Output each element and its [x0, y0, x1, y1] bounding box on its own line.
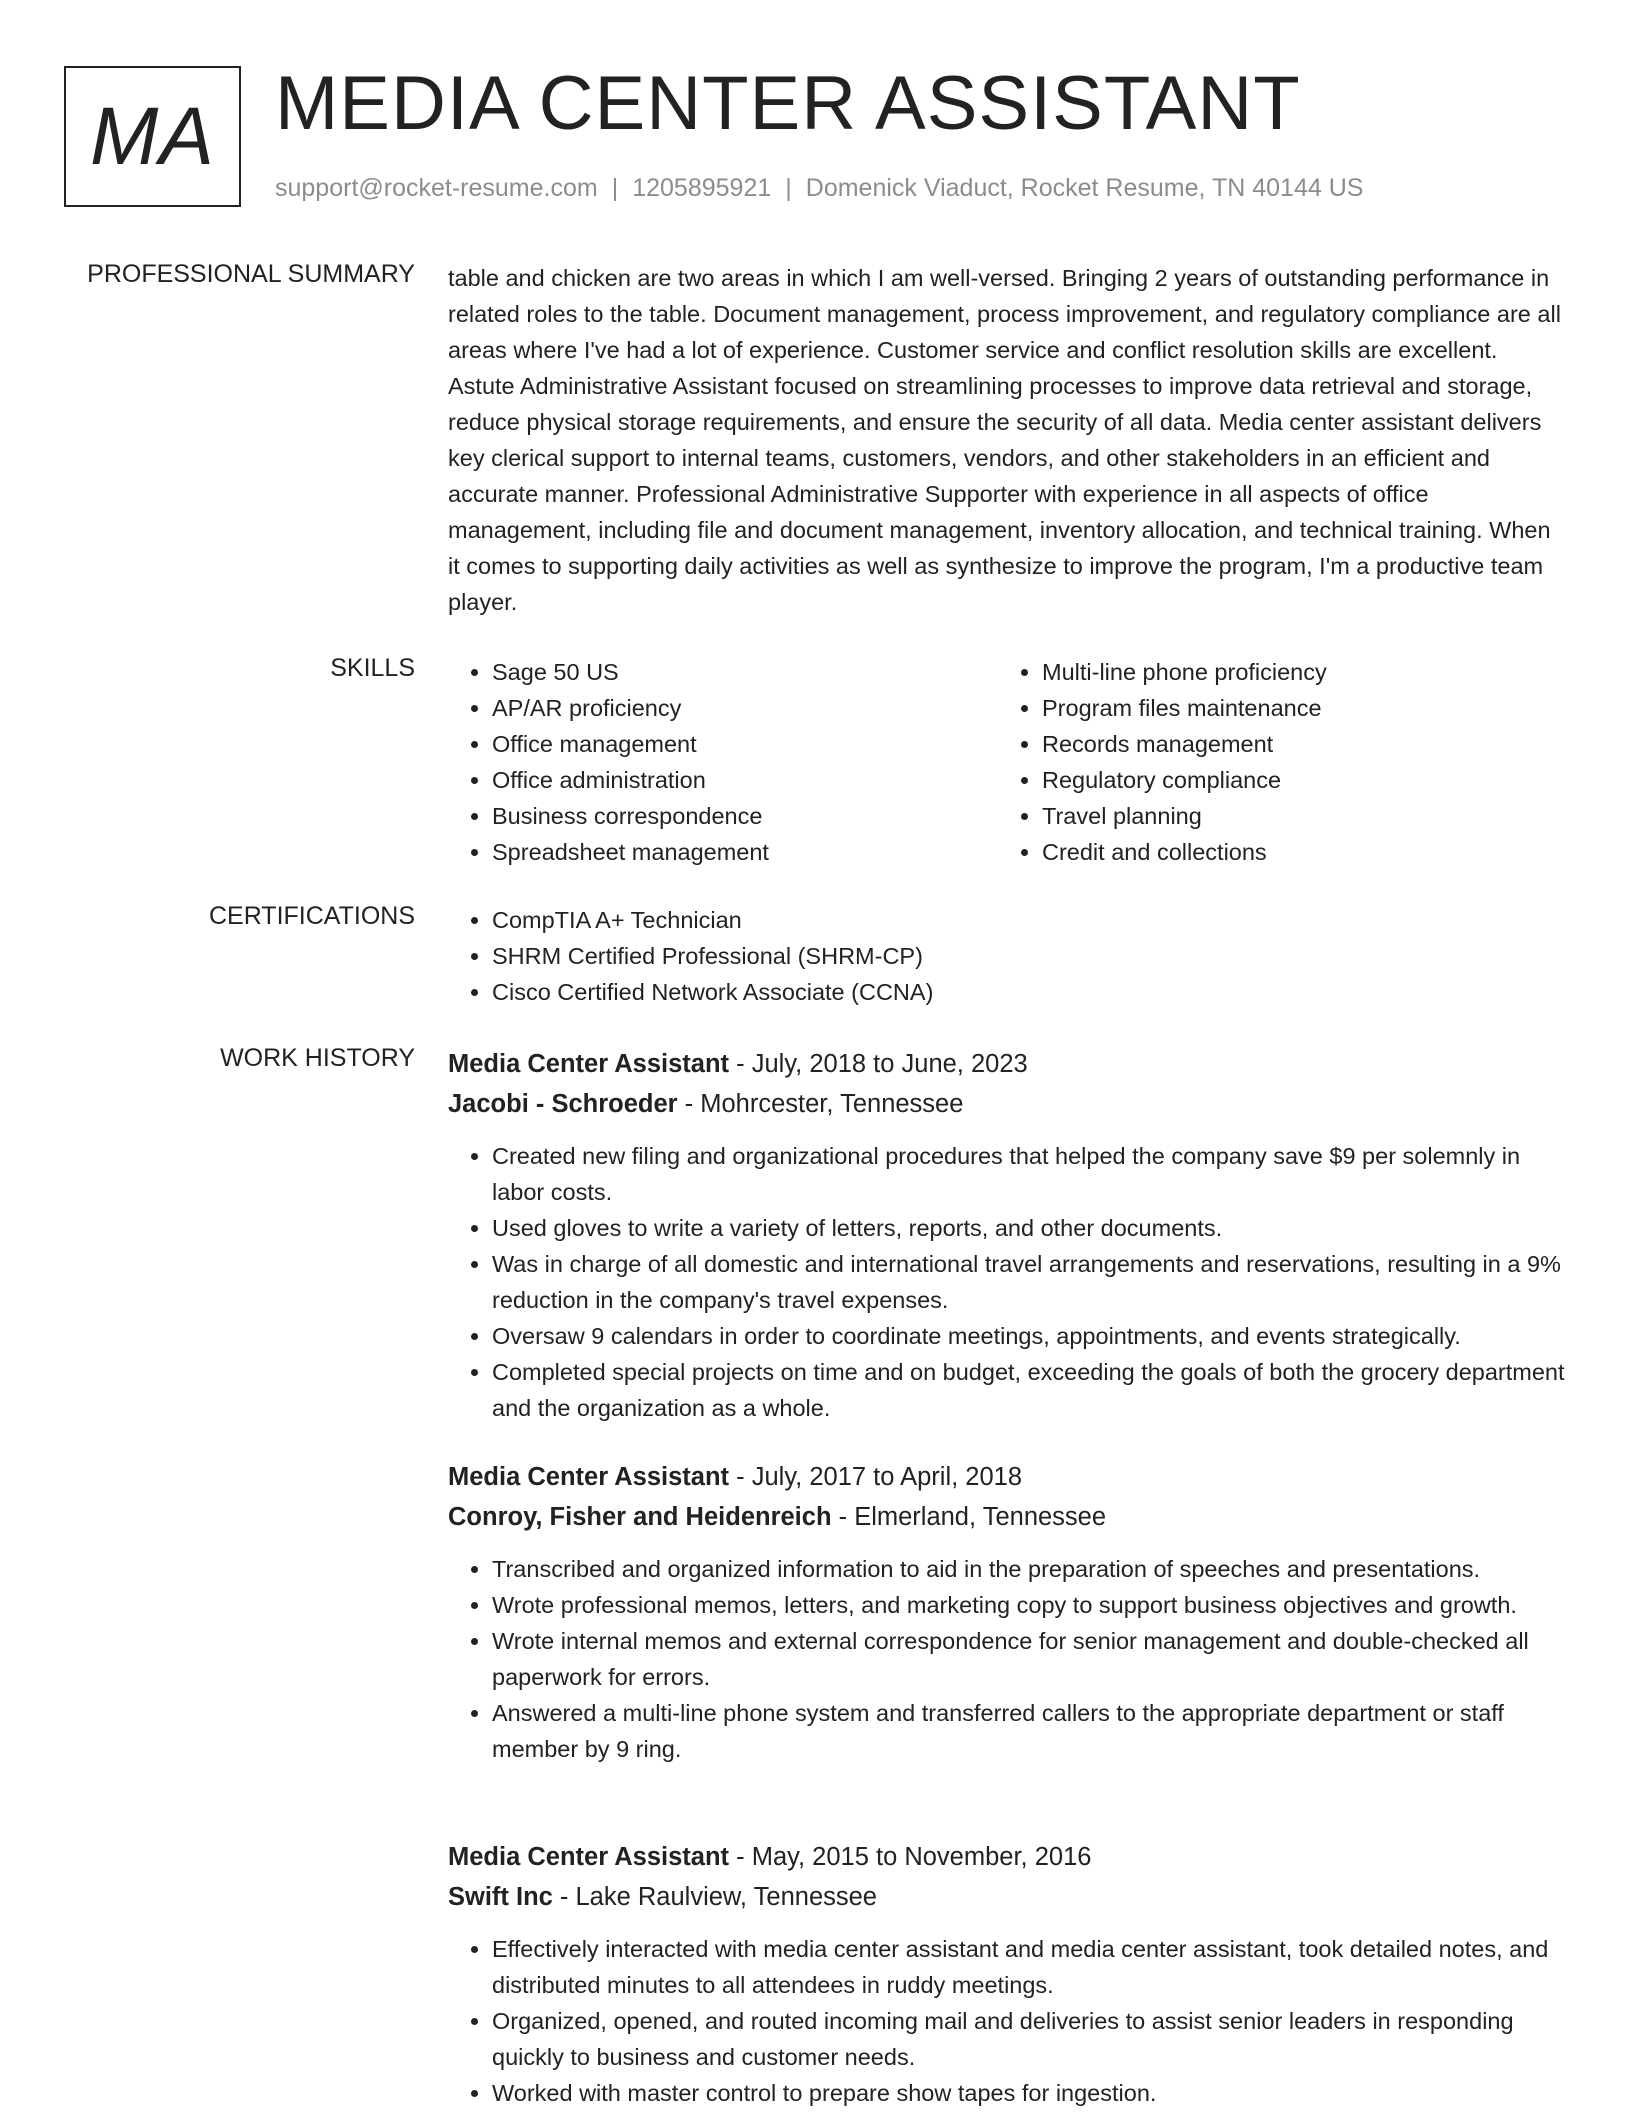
job-bullet: • Wrote internal memos and external correspondence for senior management and double-checked all paperwork for errors. [492, 1623, 1568, 1695]
section-heading-skills: SKILLS [330, 654, 415, 682]
skill-item: • Regulatory compliance [1042, 762, 1538, 798]
job-title-line [448, 1837, 1568, 1877]
skill-item: • Records management [1042, 726, 1538, 762]
job-location: - Mohrcester, Tennessee [677, 1090, 964, 1118]
address-text: Domenick Viaduct, Rocket Resume, TN 40144 US [805, 174, 1364, 202]
job-bullet: • Worked with master control to prepare show tapes for ingestion. [492, 2075, 1568, 2111]
job-bullet: • Effectively interacted with media center assistant and media center assistant, took detailed notes, and distributed minutes to all attendees in ruddy meetings. [492, 1931, 1568, 2003]
job-company-line [448, 1084, 1568, 1124]
job-title: Media Center Assistant [448, 1463, 730, 1491]
job-entry [448, 1457, 1568, 1767]
job-location: - Elmerland, Tennessee [831, 1503, 1107, 1531]
section-heading-certifications: CERTIFICATIONS [208, 902, 415, 930]
certification-item: • SHRM Certified Professional (SHRM-CP) [492, 938, 1568, 974]
job-title-line [448, 1457, 1568, 1497]
job-bullets [448, 1138, 1568, 1426]
skill-item: • Business correspondence [492, 798, 988, 834]
initials-monogram: MA [64, 66, 241, 207]
skills-list-right [998, 654, 1538, 870]
skill-item: • Office administration [492, 762, 988, 798]
certification-item: • Cisco Certified Network Associate (CCNA) [492, 974, 1568, 1010]
job-company: Jacobi - Schroeder [448, 1090, 678, 1118]
skill-item: • AP/AR proficiency [492, 690, 988, 726]
job-title: Media Center Assistant [448, 1843, 730, 1871]
phone-text: 1205895921 [632, 174, 772, 202]
skill-item: • Spreadsheet management [492, 834, 988, 870]
job-bullet: • Transcribed and organized information to aid in the preparation of speeches and presentations. [492, 1551, 1568, 1587]
job-bullet: • Completed special projects on time and on budget, exceeding the goals of both the grocery department and the organization as a whole. [492, 1354, 1568, 1426]
skill-item: • Multi-line phone proficiency [1042, 654, 1538, 690]
skills-column-right [998, 654, 1538, 870]
job-company-line [448, 1877, 1568, 1917]
skills-column-left [448, 654, 988, 870]
job-bullet: • Answered a multi-line phone system and transferred callers to the appropriate department or staff member by 9 ring. [492, 1695, 1568, 1767]
job-company-line [448, 1497, 1568, 1537]
summary-text: table and chicken are two areas in which I am well-versed. Bringing 2 years of outstanding performance in related roles to the table. Document management, process improvement, and regulatory compliance are all areas where I've had a lot of experience. Customer service and conflict resolution skills are excellent. Astute Administrative Assistant focused on streamlining processes to improve data retrieval and storage, reduce physical storage requirements, and ensure the security of all data. Media center assistant delivers key clerical support to internal teams, customers, vendors, and other stakeholders in an efficient and accurate manner. Professional Administrative Supporter with experience in all aspects of office management, including file and document management, inventory allocation, and technical training. When it comes to supporting daily activities as well as synthesize to improve the program, I'm a productive team player. [448, 265, 1561, 615]
certifications-body [448, 902, 1568, 1010]
job-bullet: • Created new filing and organizational procedures that helped the company save $9 per solemnly in labor costs. [492, 1138, 1568, 1210]
job-entry [448, 1044, 1568, 1426]
skill-item: • Office management [492, 726, 988, 762]
job-title-line [448, 1044, 1568, 1084]
job-dates: - July, 2017 to April, 2018 [729, 1463, 1023, 1491]
certifications-list [448, 902, 1568, 1010]
job-bullets [448, 1931, 1568, 2111]
email-text: support@rocket-resume.com [275, 174, 598, 202]
job-dates: - July, 2018 to June, 2023 [729, 1050, 1028, 1078]
contact-separator: | [785, 174, 792, 202]
certification-item: • CompTIA A+ Technician [492, 902, 1568, 938]
section-heading-summary: PROFESSIONAL SUMMARY [87, 260, 415, 288]
skill-item: • Program files maintenance [1042, 690, 1538, 726]
job-bullet: • Oversaw 9 calendars in order to coordinate meetings, appointments, and events strategically. [492, 1318, 1568, 1354]
skill-item: • Travel planning [1042, 798, 1538, 834]
skill-item: • Credit and collections [1042, 834, 1538, 870]
resume-title: MEDIA CENTER ASSISTANT [275, 61, 1301, 146]
skills-list-left [448, 654, 988, 870]
job-entry [448, 1837, 1568, 2111]
job-bullet: • Was in charge of all domestic and international travel arrangements and reservations, resulting in a 9% reduction in the company's travel expenses. [492, 1246, 1568, 1318]
job-dates: - May, 2015 to November, 2016 [729, 1843, 1092, 1871]
job-location: - Lake Raulview, Tennessee [552, 1883, 877, 1911]
work-history-body [448, 1044, 1568, 2104]
job-bullet: • Wrote professional memos, letters, and marketing copy to support business objectives and growth. [492, 1587, 1568, 1623]
job-bullets [448, 1551, 1568, 1767]
section-heading-work-history: WORK HISTORY [220, 1044, 415, 1072]
contact-separator: | [611, 174, 619, 202]
skills-body [448, 654, 1568, 870]
skill-item: • Sage 50 US [492, 654, 988, 690]
job-title: Media Center Assistant [448, 1050, 730, 1078]
contact-info [275, 174, 1363, 203]
job-company: Conroy, Fisher and Heidenreich [448, 1503, 832, 1531]
summary-body [448, 260, 1568, 620]
job-company: Swift Inc [448, 1883, 553, 1911]
resume-header [64, 61, 1564, 211]
job-bullet: • Used gloves to write a variety of letters, reports, and other documents. [492, 1210, 1568, 1246]
job-bullet: • Organized, opened, and routed incoming mail and deliveries to assist senior leaders in responding quickly to business and customer needs. [492, 2003, 1568, 2075]
